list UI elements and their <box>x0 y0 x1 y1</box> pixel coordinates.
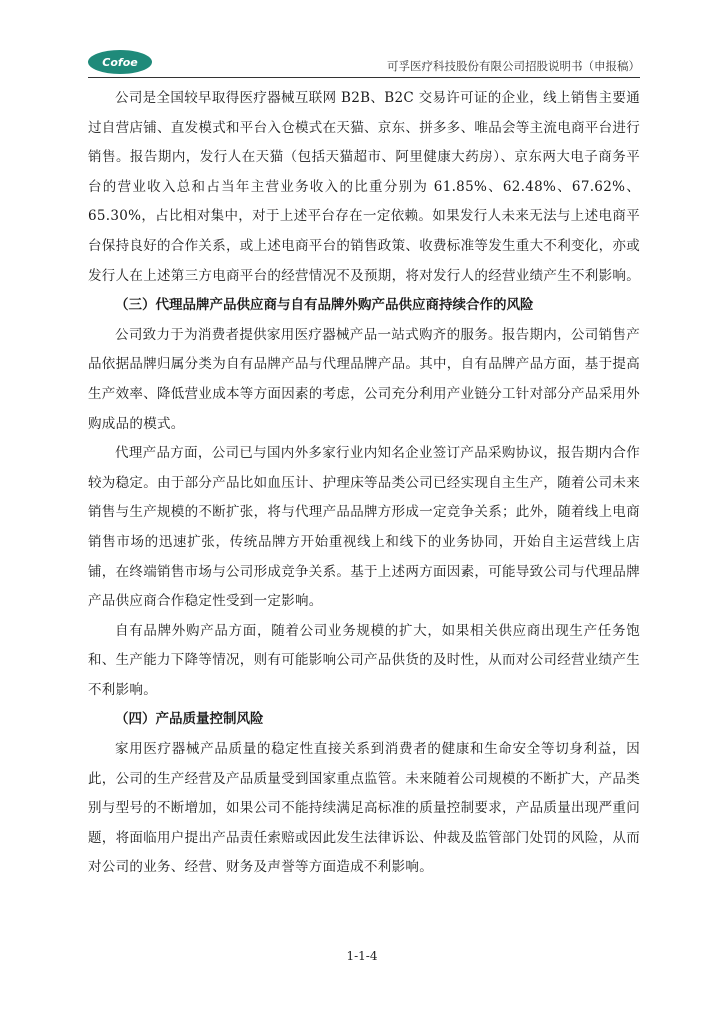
paragraph-quality-control: 家用医疗器械产品质量的稳定性直接关系到消费者的健康和生命安全等切身利益，因此，公司的生产经营及产品质量受到国家重点监管。未来随着公司规模的不断扩大，产品类别与型号的不断增加，如果公司不能持续满足高标准的质量控制要求，产品质量出现严重问题，将面临用户提出产品责任索赔或因此发生法律诉讼、仲裁及监管部门处罚的风险，从而对公司的业务、经营、财务及声誉等方面造成不利影响。 <box>88 741 640 876</box>
paragraph-agency-products: 代理产品方面，公司已与国内外多家行业内知名企业签订产品采购协议，报告期内合作较为稳定。由于部分产品比如血压计、护理床等品类公司已经实现自主生产，随着公司未来销售与生产规模的不断扩张，将与代理产品品牌方形成一定竞争关系；此外，随着线上电商销售市场的迅速扩张，传统品牌方开始重视线上和线下的业务协同，开始自主运营线上店铺，在终端销售市场与公司形成竞争关系。基于上述两方面因素，可能导致公司与代理品牌产品供应商合作稳定性受到一定影响。 <box>88 445 640 610</box>
section-heading-quality-risk: （四）产品质量控制风险 <box>115 711 264 728</box>
document-title: 可孚医疗科技股份有限公司招股说明书（申报稿） <box>387 59 640 73</box>
header-divider <box>88 77 640 78</box>
document-body <box>88 84 640 883</box>
paragraph-outsourced-products: 自有品牌外购产品方面，随着公司业务规模的扩大，如果相关供应商出现生产任务饱和、生产能力下降等情况，则有可能影响公司产品供货的及时性，从而对公司经营业绩产生不利影响。 <box>88 622 640 698</box>
logo-text: Cofoe <box>102 55 138 69</box>
paragraph-own-brand-service: 公司致力于为消费者提供家用医疗器械产品一站式购齐的服务。报告期内，公司销售产品依据品牌归属分类为自有品牌产品与代理品牌产品。其中，自有品牌产品方面，基于提高生产效率、降低营业成本等方面因素的考虑，公司充分利用产业链分工针对部分产品采用外购成品的模式。 <box>88 326 640 432</box>
page-number: 1-1-4 <box>346 949 378 963</box>
company-logo <box>88 50 152 74</box>
section-heading-supplier-risk: （三）代理品牌产品供应商与自有品牌外购产品供应商持续合作的风险 <box>115 297 534 314</box>
paragraph-ecommerce-platform: 公司是全国较早取得医疗器械互联网 B2B、B2C 交易许可证的企业，线上销售主要通过自营店铺、直发模式和平台入仓模式在天猫、京东、拼多多、唯品会等主流电商平台进行销售。报告期内，发行人在天猫（包括天猫超市、阿里健康大药房）、京东两大电子商务平台的营业收入总和占当年主营业务收入的比重分别为 61.85%、62.48%、67.62%、65.30%，占比相对集中，对于上述平台存在一定依赖。如果发行人未来无法与上述电商平台保持良好的合作关系，或上述电商平台的销售政策、收费标准等发生重大不利变化，亦或发行人在上述第三方电商平台的经营情况不及预期，将对发行人的经营业绩产生不利影响。 <box>88 90 640 284</box>
page-header <box>88 50 640 78</box>
